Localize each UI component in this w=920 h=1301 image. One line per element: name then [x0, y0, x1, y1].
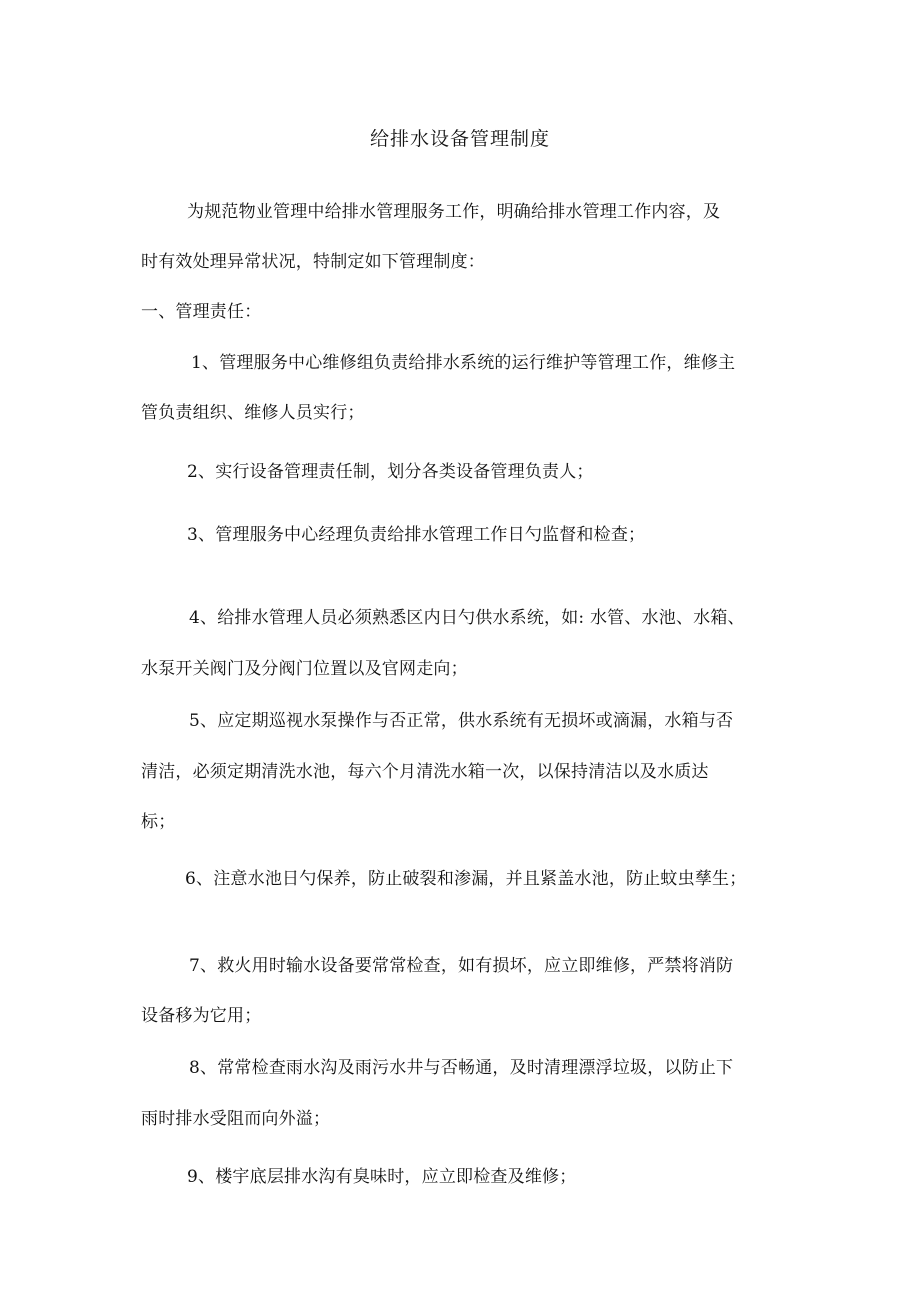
intro-line-1: 为规范物业管理中给排水管理服务工作，明确给排水管理工作内容，及	[187, 202, 721, 222]
item-7-line-2: 设备移为它用；	[141, 1006, 262, 1026]
item-7-line-1: 7、救火用时输水设备要常常检查，如有损坏，应立即维修，严禁将消防	[189, 956, 734, 976]
item-8-line-2: 雨时排水受阻而向外溢；	[141, 1109, 331, 1129]
item-1-line-1: 1、管理服务中心维修组负责给排水系统的运行维护等管理工作，维修主	[191, 353, 736, 373]
intro-line-2: 时有效处理异常状况，特制定如下管理制度：	[141, 252, 485, 272]
document-title: 给排水设备管理制度	[369, 128, 550, 150]
item-8-line-1: 8、常常检查雨水沟及雨污水井与否畅通，及时清理漂浮垃圾，以防止下	[189, 1058, 734, 1078]
item-5-line-1: 5、应定期巡视水泵操作与否正常，供水系统有无损坏或滴漏，水箱与否	[189, 711, 734, 731]
item-4-line-1: 4、给排水管理人员必须熟悉区内日勺供水系统，如: 水管、水池、水箱、	[189, 608, 745, 628]
item-5-line-3: 标；	[141, 812, 176, 832]
item-2-line-1: 2、实行设备管理责任制，划分各类设备管理负责人；	[187, 462, 594, 482]
item-4-line-2: 水泵开关阀门及分阀门位置以及官网走向；	[141, 659, 468, 679]
item-3-line-1: 3、管理服务中心经理负责给排水管理工作日勺监督和检查；	[187, 525, 646, 545]
item-6-line-1: 6、注意水池日勺保养，防止破裂和渗漏，并且紧盖水池，防止蚊虫孳生；	[185, 869, 747, 889]
section-heading: 一、管理责任：	[141, 302, 262, 322]
item-1-line-2: 管负责组织、维修人员实行；	[141, 403, 365, 423]
item-5-line-2: 清洁，必须定期清洗水池，每六个月清洗水箱一次，以保持清洁以及水质达	[141, 762, 709, 782]
item-9-line-1: 9、楼宇底层排水沟有臭味时，应立即检查及维修；	[187, 1167, 577, 1187]
